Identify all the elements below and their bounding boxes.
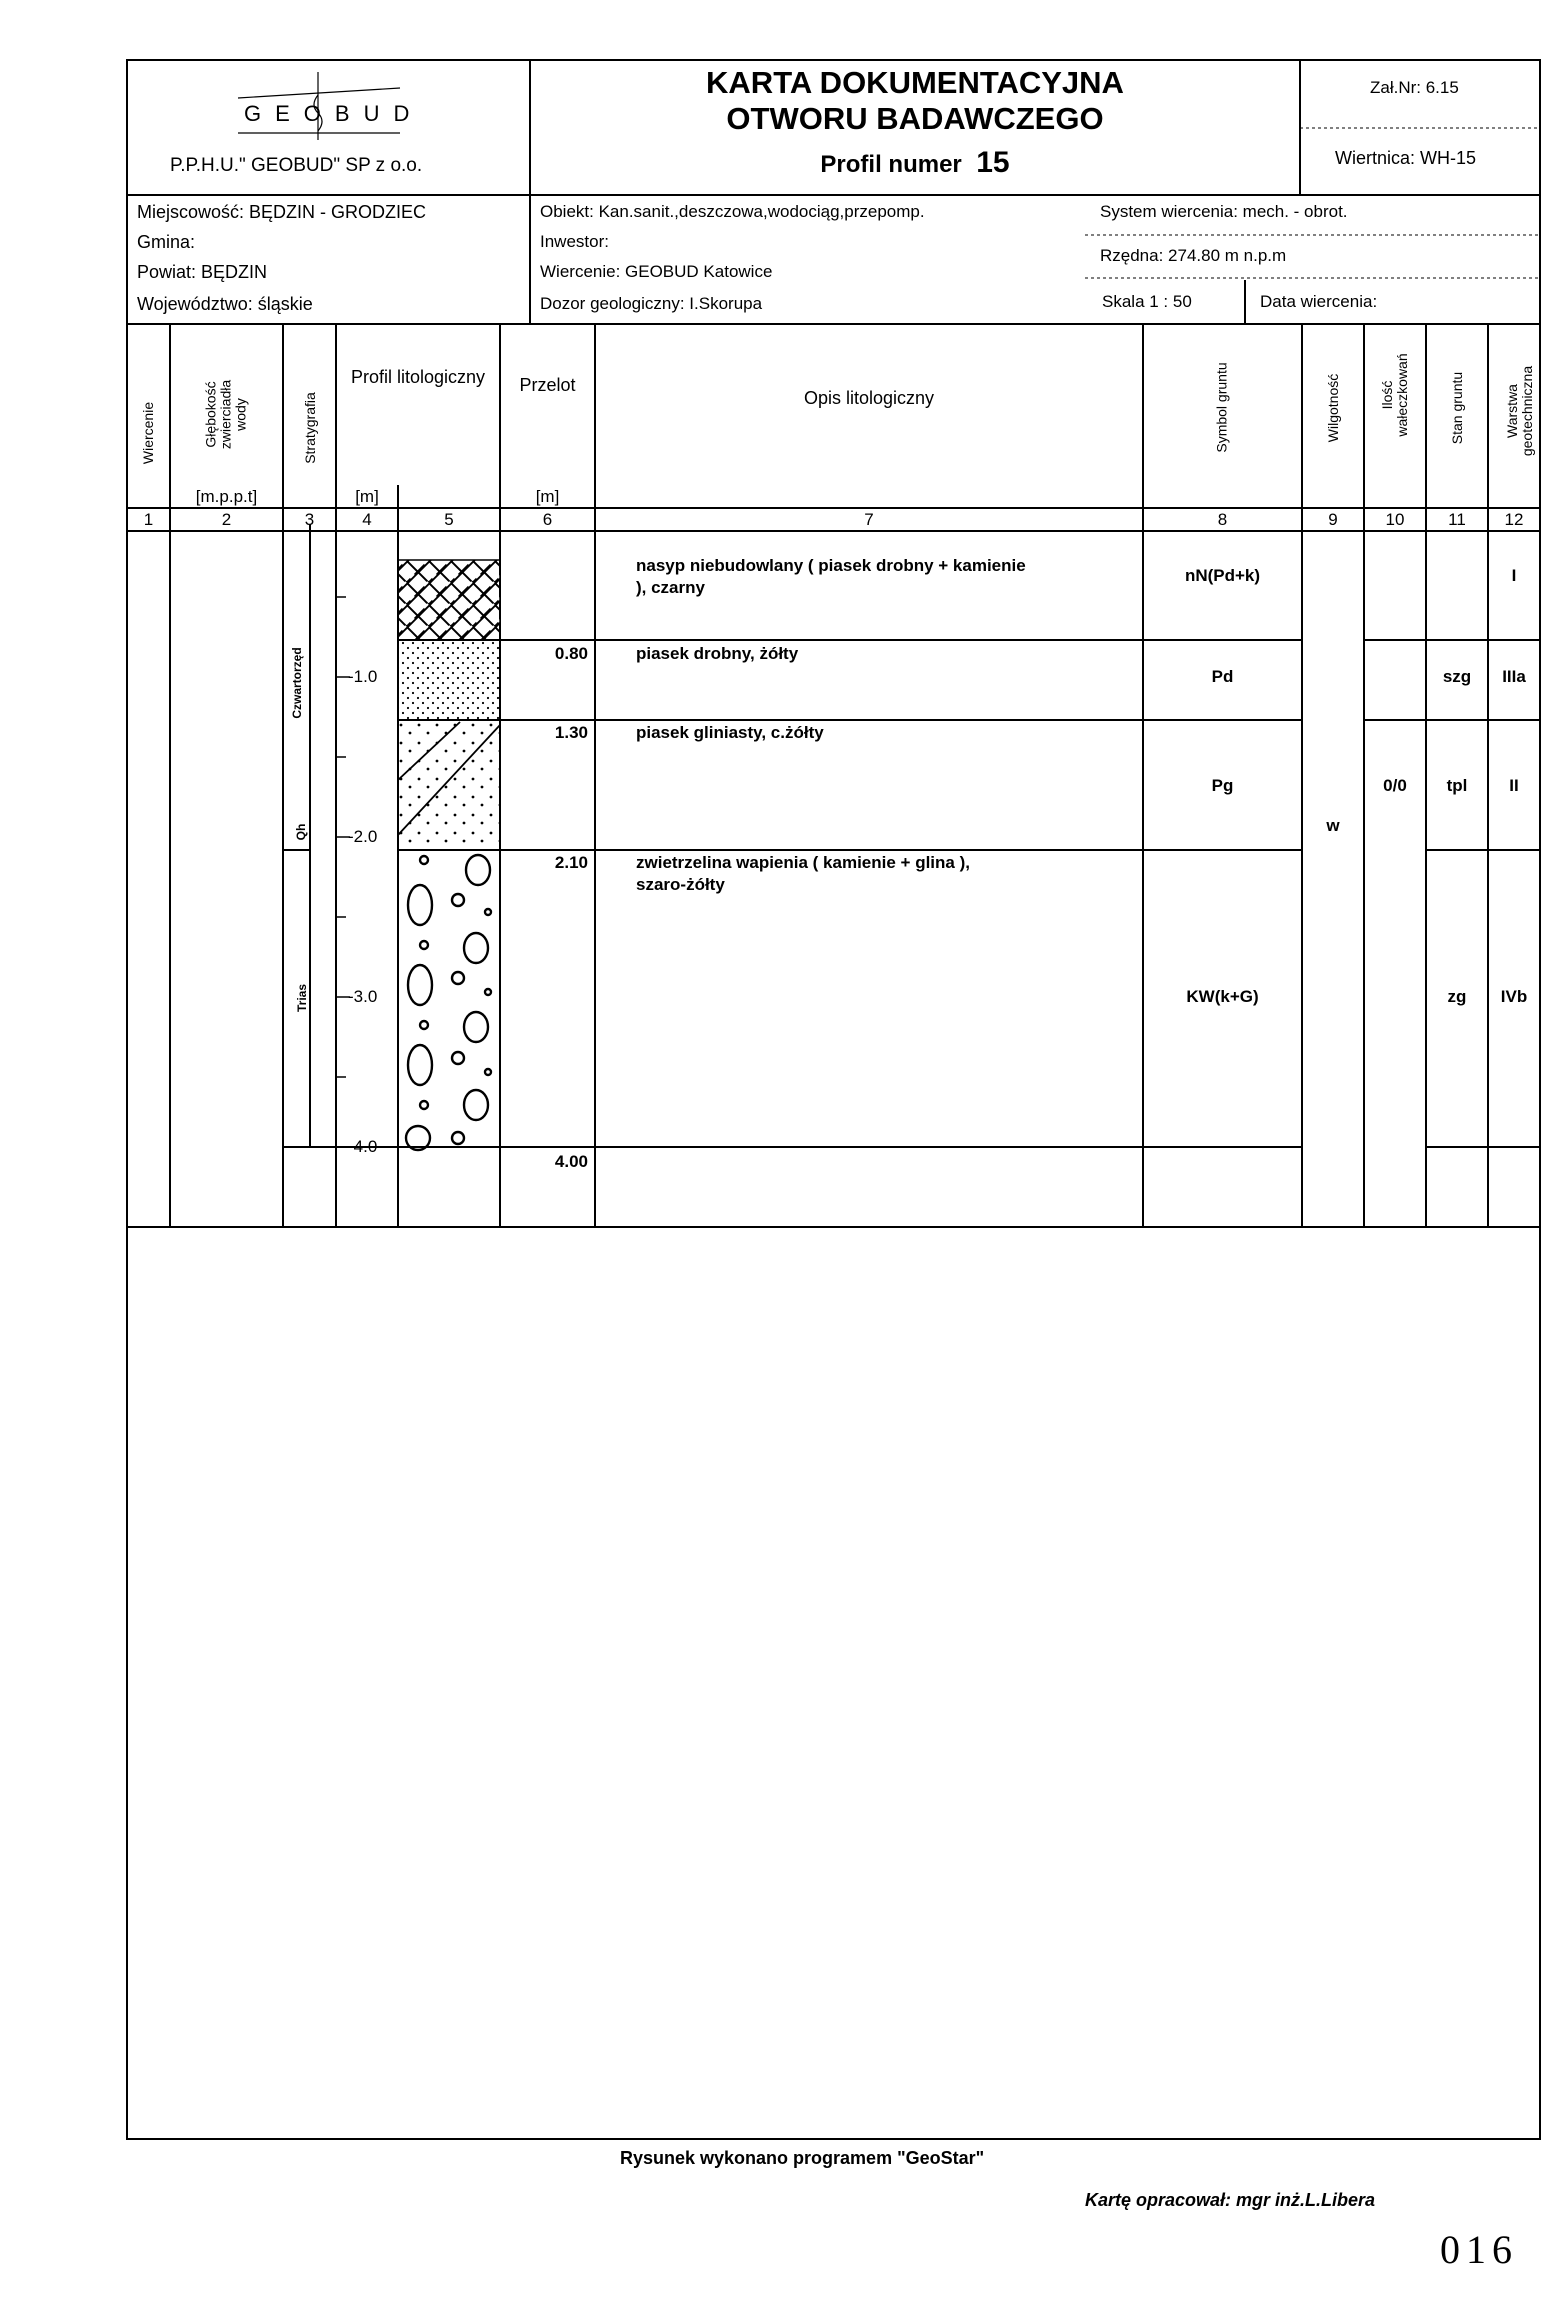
title-line-2: OTWORU BADAWCZEGO xyxy=(726,101,1104,136)
col-header-rolls: Ilość wałeczkowań xyxy=(1379,353,1410,437)
col-number: 7 xyxy=(864,510,874,529)
commune: Gmina: xyxy=(137,232,196,252)
layer-symbol: nN(Pd+k) xyxy=(1184,566,1261,585)
district: Powiat: BĘDZIN xyxy=(137,262,268,282)
profile-number: 15 xyxy=(976,146,1010,179)
col-header-geotech-layer: Warstwa geotechniczna xyxy=(1504,365,1535,457)
col-number: 2 xyxy=(221,510,232,529)
profile-label: Profil numer xyxy=(820,151,962,178)
strat-quaternary: Czwartorzęd xyxy=(290,647,304,719)
layer-interval: 2.10 xyxy=(554,853,588,872)
program-note: Rysunek wykonano programem "GeoStar" xyxy=(620,2148,985,2168)
col-header-stratigraphy: Stratygrafia xyxy=(302,392,318,464)
layer-description: zwietrzelina wapienia ( kamienie + glina ), xyxy=(636,853,970,872)
project-object: Obiekt: Kan.sanit.,deszczowa,wodociąg,przepomp. xyxy=(540,202,925,221)
water-depth-unit: [m.p.p.t] xyxy=(195,487,258,506)
title-line-1: KARTA DOKUMENTACYJNA xyxy=(706,65,1124,100)
col-header-profile xyxy=(336,365,500,389)
layer-soil-state: szg xyxy=(1442,667,1472,686)
layer-description: nasyp niebudowlany ( piasek drobny + kamienie xyxy=(636,556,1026,575)
layer-description: piasek drobny, żółty xyxy=(636,644,799,663)
col-header-water-depth-text: Głębokość zwierciadła wody xyxy=(202,379,249,450)
col-header-interval: Przelot xyxy=(519,375,576,395)
col-number: 10 xyxy=(1385,510,1405,529)
layer-interval: 1.30 xyxy=(554,723,588,742)
layer-symbol: Pd xyxy=(1211,667,1234,686)
drilling-system: System wiercenia: mech. - obrot. xyxy=(1100,202,1348,221)
col-number: 9 xyxy=(1328,510,1338,529)
voivodeship: Województwo: śląskie xyxy=(137,294,313,314)
col-number: 5 xyxy=(444,510,454,529)
drilling-rig: Wiertnica: WH-15 xyxy=(1335,148,1477,168)
col-header-moisture: Wilgotność xyxy=(1325,373,1341,443)
attachment-number: Zał.Nr: 6.15 xyxy=(1370,78,1459,97)
investor: Inwestor: xyxy=(540,232,609,251)
col-number: 12 xyxy=(1504,510,1524,529)
col-header-description: Opis litologiczny xyxy=(803,388,935,408)
col-header-water-depth xyxy=(204,365,249,465)
layer-description: szaro-żółty xyxy=(636,875,725,894)
drilling-date: Data wiercenia: xyxy=(1260,292,1378,311)
author-note: Kartę opracował: mgr inż.L.Libera xyxy=(1085,2190,1376,2210)
col-number: 3 xyxy=(304,510,315,529)
col-number: 6 xyxy=(542,510,553,529)
layer-description: ), czarny xyxy=(636,578,705,597)
col-number: 11 xyxy=(1448,510,1466,529)
rolls-value: 0/0 xyxy=(1383,776,1407,795)
col-number: 1 xyxy=(143,510,154,529)
depth-tick: -1.0 xyxy=(348,667,378,686)
interval-unit: [m] xyxy=(535,487,560,506)
depth-tick: -2.0 xyxy=(348,827,378,846)
strat-triassic: Trias xyxy=(295,983,309,1013)
col-header-soil-symbol: Symbol gruntu xyxy=(1213,362,1230,453)
layer-soil-state: zg xyxy=(1447,987,1467,1006)
profile-unit: [m] xyxy=(355,487,379,506)
strat-holocene: Qh xyxy=(294,823,308,841)
elevation: Rzędna: 274.80 m n.p.m xyxy=(1100,246,1287,265)
layer-geotech: I xyxy=(1511,566,1517,585)
page-number: 016 xyxy=(1440,2227,1518,2272)
layer-soil-state: tpl xyxy=(1446,776,1468,795)
col-header-soil-state: Stan gruntu xyxy=(1449,371,1465,445)
layer-description: piasek gliniasty, c.żółty xyxy=(636,723,824,742)
geological-supervision: Dozor geologiczny: I.Skorupa xyxy=(540,294,763,313)
col-number: 8 xyxy=(1217,510,1228,529)
col-header-drilling: Wiercenie xyxy=(140,401,156,465)
scale: Skala 1 : 50 xyxy=(1102,292,1192,311)
profile-heading xyxy=(530,146,1300,180)
col-header-profile-text: Profil litologiczny xyxy=(350,367,486,387)
layer-geotech: II xyxy=(1509,776,1519,795)
end-depth: 4.00 xyxy=(554,1152,588,1171)
layer-interval: 0.80 xyxy=(554,644,588,663)
drilling-company: Wiercenie: GEOBUD Katowice xyxy=(540,262,773,281)
layer-geotech: IVb xyxy=(1500,987,1528,1006)
moisture-value: w xyxy=(1326,816,1340,835)
col-number: 4 xyxy=(362,510,372,529)
layer-symbol: KW(k+G) xyxy=(1186,987,1259,1006)
layer-symbol: Pg xyxy=(1211,776,1234,795)
locality: Miejscowość: BĘDZIN - GRODZIEC xyxy=(137,202,427,222)
depth-tick: -3.0 xyxy=(348,987,378,1006)
depth-tick: -4.0 xyxy=(348,1137,378,1156)
layer-geotech: IIIa xyxy=(1502,667,1526,686)
company-name: P.P.H.U." GEOBUD" SP z o.o. xyxy=(170,155,423,176)
logo-text: GEOBUD xyxy=(244,101,424,126)
